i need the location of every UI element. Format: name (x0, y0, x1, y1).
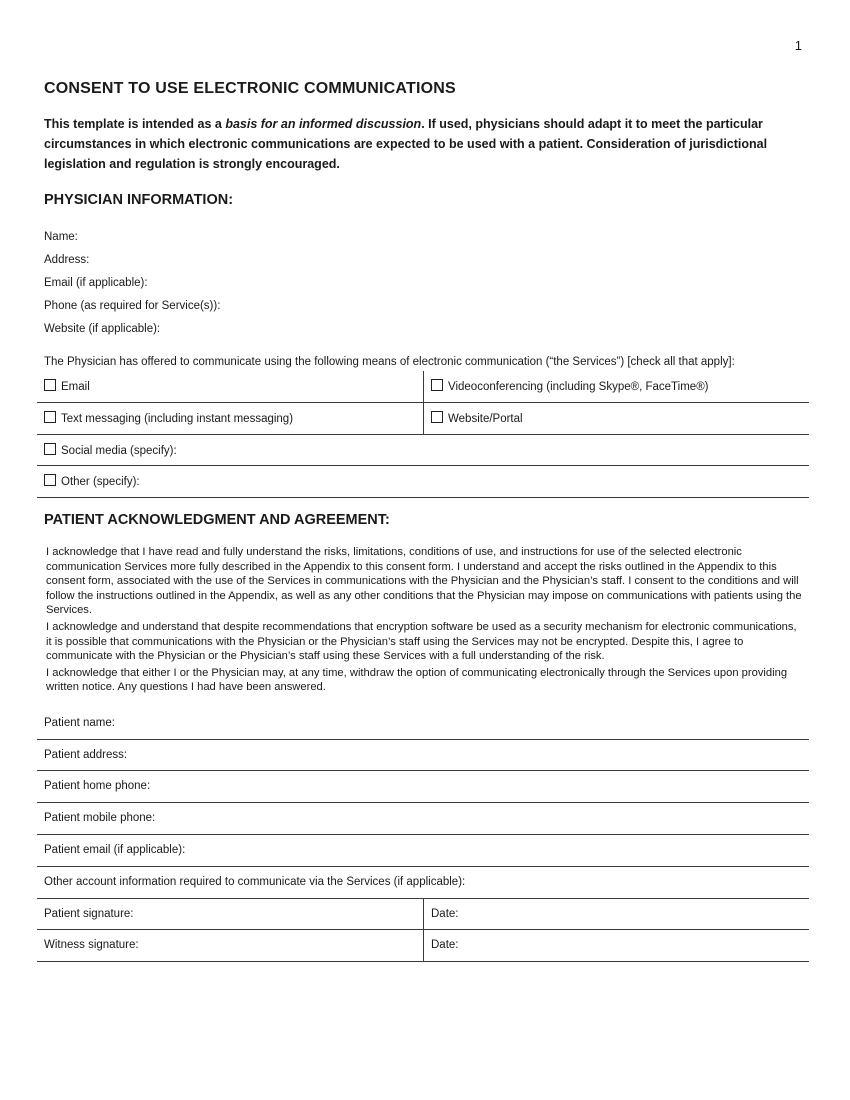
witness-signature-date-field[interactable]: Date: (424, 929, 810, 961)
service-email-label: Email (61, 381, 90, 394)
service-website-label: Website/Portal (448, 413, 523, 425)
patient-address-field[interactable]: Patient address: (37, 739, 809, 770)
physician-website-field[interactable]: Website (if applicable): (44, 323, 161, 335)
service-other-label: Other (specify): (61, 476, 140, 488)
patient-signature-date-field[interactable]: Date: (424, 898, 810, 929)
ack-paragraph-1: I acknowledge that I have read and fully understand the risks, limitations, conditions of use, and instructions for use of the selected electronic communication Services more fully described in the Appendix to this consent form. I understand and accept the risks outlined in the Appendix to this consent form, associated with the use of the Services in communications with the Physician and the Physician’s staff. I consent to the conditions and will follow the instructions outlined in the Appendix, as well as any other conditions that the Physician may impose on communications with patients using the Services. (46, 546, 802, 617)
physician-info-fields (44, 229, 220, 344)
other-account-info-field[interactable]: Other account information required to communicate via the Services (if applicable): (37, 866, 809, 898)
page-number: 1 (794, 38, 802, 53)
social-media-checkbox[interactable] (44, 443, 56, 455)
witness-signature-field[interactable]: Witness signature: (37, 929, 424, 961)
email-checkbox[interactable] (44, 379, 56, 391)
service-website-cell[interactable] (424, 402, 810, 434)
physician-email-field[interactable]: Email (if applicable): (44, 277, 148, 289)
text-messaging-checkbox[interactable] (44, 411, 56, 423)
patient-mobile-phone-field[interactable]: Patient mobile phone: (37, 802, 809, 834)
intro-text-start: This template is intended as a (44, 117, 226, 131)
service-text-cell[interactable] (37, 402, 424, 434)
website-portal-checkbox[interactable] (431, 411, 443, 423)
ack-paragraph-2: I acknowledge and understand that despite recommendations that encryption software be used as a security mechanism for electronic communications, it is possible that communications with the Physician or the Physician’s staff using the Services may not be encrypted. Despite this, I agree to communicate with the Physician or the Physician’s staff using these Services with a full understanding of the risk. (46, 620, 797, 663)
intro-paragraph (44, 114, 784, 174)
service-video-cell[interactable] (424, 371, 810, 402)
service-video-label: Videoconferencing (including Skype®, FaceTime®) (448, 381, 709, 394)
service-other-cell[interactable] (37, 465, 809, 497)
intro-emphasis: basis for an informed discussion (225, 117, 422, 131)
patient-email-field[interactable]: Patient email (if applicable): (37, 834, 809, 866)
services-checklist (37, 371, 809, 498)
patient-name-field[interactable]: Patient name: (37, 707, 809, 739)
intro-text-end: . If used, physicians should adapt it to meet the particular circumstances in which electronic communications are expected to be used with a patient. Consideration of jurisdictional legislation and regulation is strongly encouraged. (44, 117, 768, 171)
service-text-label: Text messaging (including instant messaging) (61, 413, 294, 425)
patient-home-phone-field[interactable]: Patient home phone: (37, 770, 809, 802)
videoconferencing-checkbox[interactable] (431, 379, 443, 391)
physician-phone-field[interactable]: Phone (as required for Service(s)): (44, 300, 221, 312)
ack-paragraph-3: I acknowledge that either I or the Physician may, at any time, withdraw the option of communicating electronically through the Services upon providing written notice. Any questions I had have been answered. (46, 666, 788, 694)
service-social-label: Social media (specify): (61, 444, 177, 457)
service-social-cell[interactable] (37, 434, 809, 465)
physician-info-heading: PHYSICIAN INFORMATION: (44, 192, 234, 208)
other-checkbox[interactable] (44, 474, 56, 486)
patient-info-table (37, 707, 809, 962)
document-title: CONSENT TO USE ELECTRONIC COMMUNICATIONS (44, 80, 456, 97)
physician-address-field[interactable]: Address: (44, 254, 90, 266)
patient-signature-field[interactable]: Patient signature: (37, 898, 424, 929)
physician-name-field[interactable]: Name: (44, 231, 78, 243)
acknowledgment-text (46, 545, 804, 697)
service-email-cell[interactable] (37, 371, 424, 402)
services-intro: The Physician has offered to communicate using the following means of electronic communication (“the Services”) [check all that apply]: (44, 356, 735, 368)
patient-ack-heading: PATIENT ACKNOWLEDGMENT AND AGREEMENT: (44, 512, 390, 528)
